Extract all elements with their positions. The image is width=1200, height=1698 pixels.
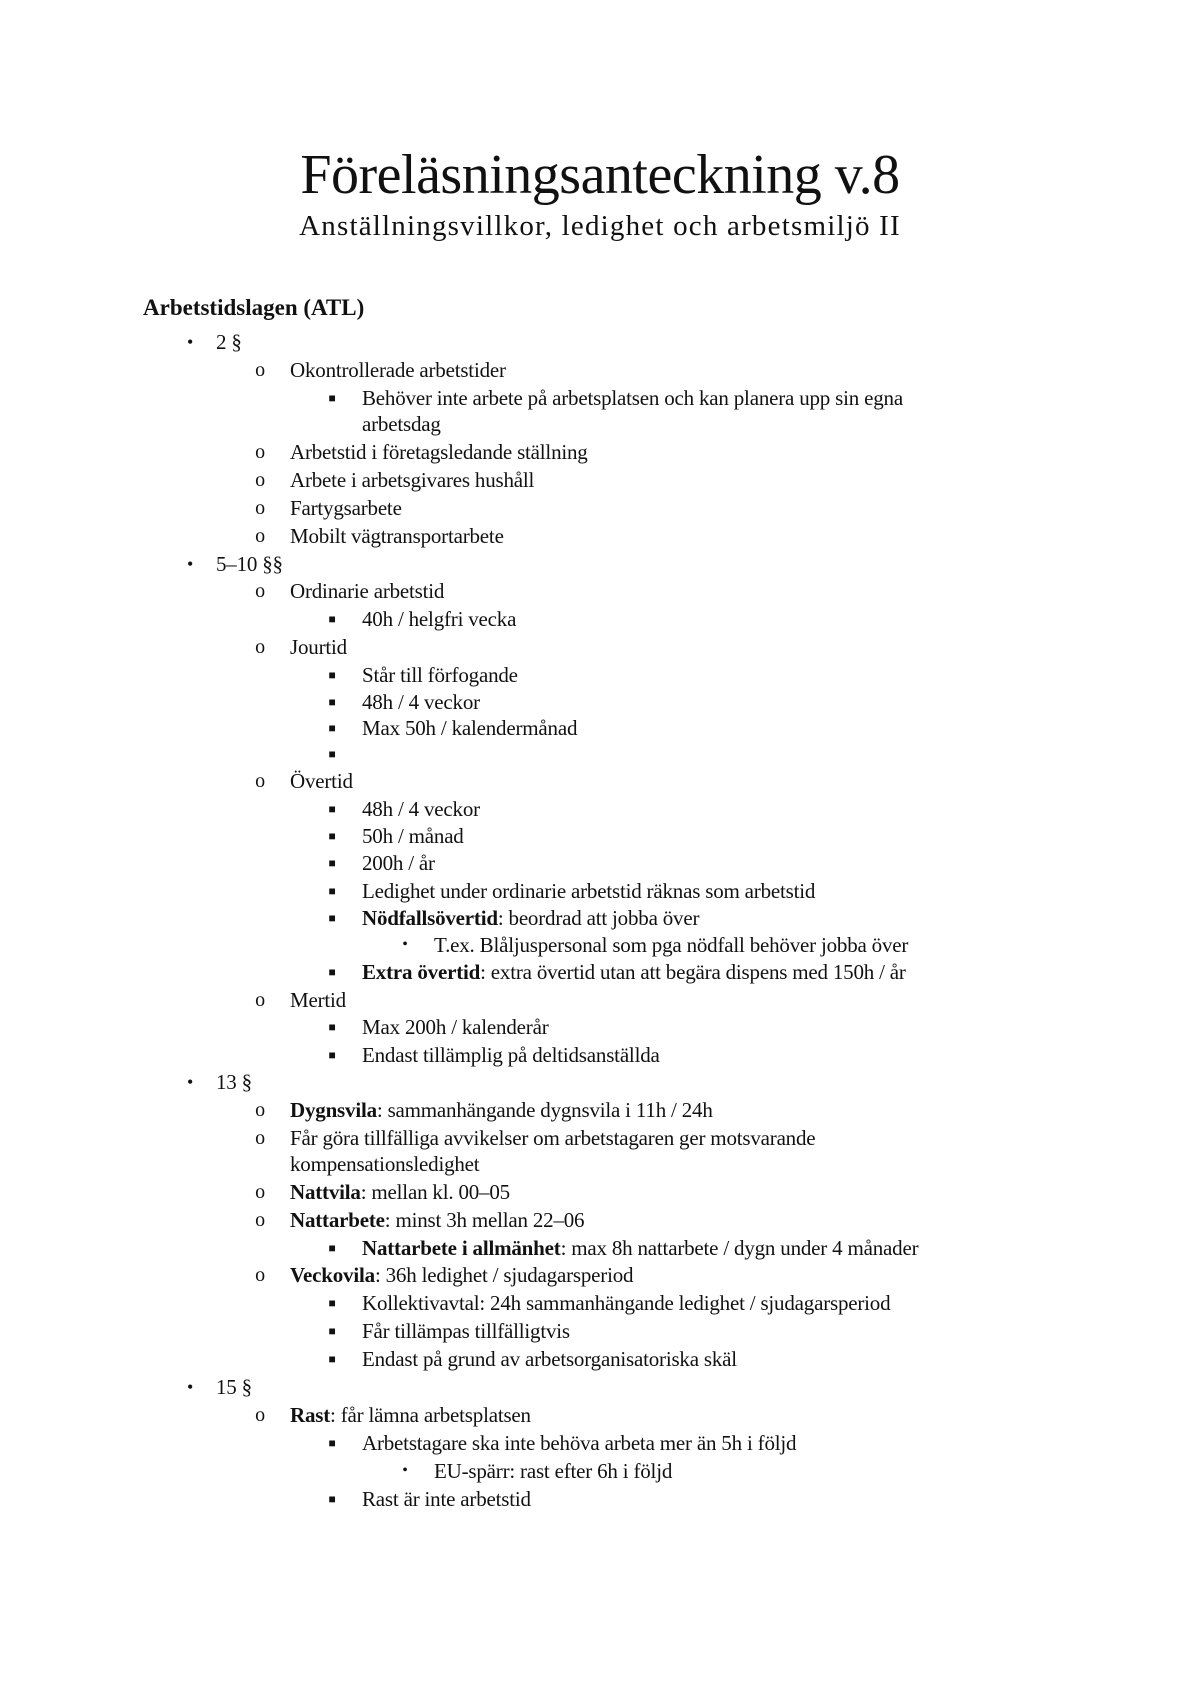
bold-term: Extra övertid <box>362 960 481 984</box>
outline-line-text: Står till förfogande <box>362 663 518 687</box>
bold-term: Nattarbete <box>290 1208 385 1232</box>
outline-line-text: Okontrollerade arbetstider <box>290 358 506 382</box>
outline-line-text: Fartygsarbete <box>290 496 402 520</box>
square-bullet-icon <box>322 1013 342 1041</box>
square-bullet-icon <box>322 1345 342 1373</box>
outline-line-text: EU-spärr: rast efter 6h i följd <box>434 1459 673 1483</box>
outline-line-text: Rast: får lämna arbetsplatsen <box>290 1403 531 1427</box>
square-bullet-icon <box>322 822 342 850</box>
square-bullet-icon <box>322 384 342 412</box>
outline-line-text: Rast är inte arbetstid <box>362 1487 531 1511</box>
bold-term: Nödfallsövertid <box>362 906 498 930</box>
square-bullet-icon <box>322 714 342 742</box>
outline-line-text: Övertid <box>290 769 353 793</box>
outline-line-text: Får göra tillfälliga avvikelser om arbetstagaren ger motsvarande <box>290 1126 816 1150</box>
outline-line-text: 5–10 §§ <box>216 552 283 576</box>
outline-line-text: Jourtid <box>290 635 347 659</box>
outline-line-text: 200h / år <box>362 851 435 875</box>
outline-line-text: Endast på grund av arbetsorganisatoriska skäl <box>362 1347 737 1371</box>
square-bullet-icon <box>322 795 342 823</box>
bold-term: Rast <box>290 1403 331 1427</box>
bold-term: Nattarbete i allmänhet <box>362 1236 561 1260</box>
outline-line-text: Nattvila: mellan kl. 00–05 <box>290 1180 510 1204</box>
square-bullet-icon <box>322 605 342 633</box>
outline-line-text: T.ex. Blåljuspersonal som pga nödfall behöver jobba över <box>434 933 909 957</box>
square-bullet-icon <box>322 1289 342 1317</box>
document-subtitle: Anställningsvillkor, ledighet och arbetsmiljö II <box>299 210 901 242</box>
outline-line-text: Mobilt vägtransportarbete <box>290 524 504 548</box>
outline-line-text: Max 50h / kalendermånad <box>362 716 578 740</box>
outline-line-text: 15 § <box>216 1375 252 1399</box>
outline-line-text: Nödfallsövertid: beordrad att jobba över <box>362 906 700 930</box>
dot-bullet-icon <box>180 1068 200 1096</box>
bold-term: Veckovila <box>290 1263 375 1287</box>
bold-term: Dygnsvila <box>290 1098 377 1122</box>
outline-line-text: Kollektivavtal: 24h sammanhängande ledighet / sjudagarsperiod <box>362 1291 891 1315</box>
square-bullet-icon <box>322 1485 342 1513</box>
outline-line-text: Ordinarie arbetstid <box>290 579 445 603</box>
outline-line-text: Mertid <box>290 988 346 1012</box>
outline-line-text: Ledighet under ordinarie arbetstid räknas som arbetstid <box>362 879 816 903</box>
outline-line-text: Behöver inte arbete på arbetsplatsen och kan planera upp sin egna <box>362 386 903 410</box>
square-bullet-icon <box>322 958 342 986</box>
dot-bullet-icon <box>180 1373 200 1401</box>
outline-line-text: 50h / månad <box>362 824 464 848</box>
circle-bullet-icon <box>250 494 270 522</box>
outline-line-text: arbetsdag <box>362 412 441 436</box>
outline-line-text: Dygnsvila: sammanhängande dygnsvila i 11h / 24h <box>290 1098 713 1122</box>
bold-term: Nattvila <box>290 1180 361 1204</box>
outline-line-text: Nattarbete: minst 3h mellan 22–06 <box>290 1208 585 1232</box>
outline-line-text: Veckovila: 36h ledighet / sjudagarsperiod <box>290 1263 634 1287</box>
outline-line-text: kompensationsledighet <box>290 1152 480 1176</box>
outline-line-text: 2 § <box>216 330 242 354</box>
square-bullet-icon <box>322 1234 342 1262</box>
section-heading: Arbetstidslagen (ATL) <box>143 295 365 320</box>
outline-line-text: Endast tillämplig på deltidsanställda <box>362 1043 660 1067</box>
square-bullet-icon <box>322 1429 342 1457</box>
square-bullet-icon <box>322 877 342 905</box>
outline-line-text: Arbetstid i företagsledande ställning <box>290 440 588 464</box>
outline-line-text: Arbete i arbetsgivares hushåll <box>290 468 535 492</box>
circle-bullet-icon <box>250 1206 270 1234</box>
circle-bullet-icon <box>250 1401 270 1429</box>
circle-bullet-icon <box>250 522 270 550</box>
outline-line-text: Arbetstagare ska inte behöva arbeta mer än 5h i följd <box>362 1431 797 1455</box>
circle-bullet-icon <box>250 1261 270 1289</box>
dot-bullet-icon <box>180 550 200 578</box>
square-bullet-icon <box>322 1317 342 1345</box>
circle-bullet-icon <box>250 577 270 605</box>
square-bullet-icon <box>322 740 342 768</box>
outline-line-text: Max 200h / kalenderår <box>362 1015 549 1039</box>
circle-bullet-icon <box>250 466 270 494</box>
dot-bullet-icon <box>395 931 415 959</box>
circle-bullet-icon <box>250 986 270 1014</box>
circle-bullet-icon <box>250 767 270 795</box>
outline-line-text: 48h / 4 veckor <box>362 797 480 821</box>
outline-line-text: 13 § <box>216 1070 252 1094</box>
dot-bullet-icon <box>180 328 200 356</box>
circle-bullet-icon <box>250 438 270 466</box>
square-bullet-icon <box>322 1041 342 1069</box>
circle-bullet-icon <box>250 1178 270 1206</box>
square-bullet-icon <box>322 688 342 716</box>
square-bullet-icon <box>322 849 342 877</box>
circle-bullet-icon <box>250 1096 270 1124</box>
document-title: Föreläsningsanteckning v.8 <box>300 144 900 206</box>
circle-bullet-icon <box>250 1124 270 1152</box>
outline-line-text: Nattarbete i allmänhet: max 8h nattarbete / dygn under 4 månader <box>362 1236 919 1260</box>
square-bullet-icon <box>322 661 342 689</box>
outline-line-text: Får tillämpas tillfälligtvis <box>362 1319 570 1343</box>
circle-bullet-icon <box>250 633 270 661</box>
outline-line-text: 48h / 4 veckor <box>362 690 480 714</box>
outline-line-text: 40h / helgfri vecka <box>362 607 517 631</box>
outline-line-text: Extra övertid: extra övertid utan att begära dispens med 150h / år <box>362 960 906 984</box>
circle-bullet-icon <box>250 356 270 384</box>
square-bullet-icon <box>322 904 342 932</box>
dot-bullet-icon <box>395 1457 415 1485</box>
